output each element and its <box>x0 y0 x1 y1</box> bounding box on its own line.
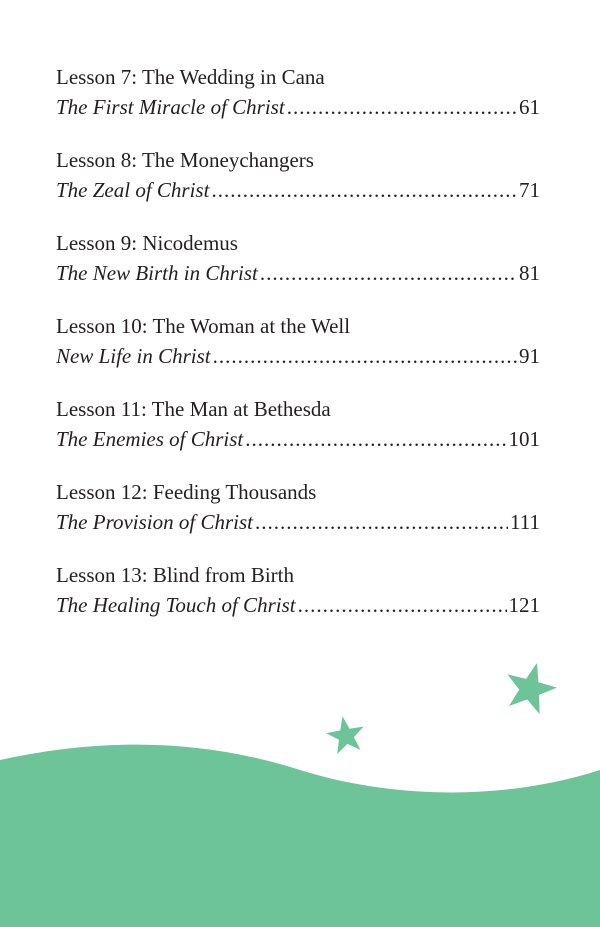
lesson-subtitle: New Life in Christ <box>56 344 211 368</box>
lesson-subtitle: The New Birth in Christ <box>56 261 258 285</box>
lesson-title: Lesson 9: Nicodemus <box>56 231 238 255</box>
lesson-subtitle: The Healing Touch of Christ <box>56 593 296 617</box>
lesson-title: Lesson 13: Blind from Birth <box>56 563 294 587</box>
lesson-subtitle: The Provision of Christ <box>56 510 253 534</box>
page-number: 101 <box>508 427 540 451</box>
lesson-title: Lesson 8: The Moneychangers <box>56 148 314 172</box>
lesson-subtitle: The Zeal of Christ <box>56 178 210 202</box>
star-icon <box>324 713 368 755</box>
hill-wave <box>0 745 600 927</box>
star-icon <box>500 656 562 716</box>
page-number: 91 <box>519 344 540 368</box>
page-number: 71 <box>519 178 540 202</box>
lesson-title: Lesson 10: The Woman at the Well <box>56 314 351 338</box>
page-number: 111 <box>510 510 540 534</box>
lesson-subtitle: The Enemies of Christ <box>56 427 244 451</box>
page-number: 81 <box>519 261 540 285</box>
page-number: 121 <box>508 593 540 617</box>
lesson-title: Lesson 7: The Wedding in Cana <box>56 65 325 89</box>
page-number: 61 <box>519 95 540 119</box>
lesson-title: Lesson 12: Feeding Thousands <box>56 480 317 504</box>
lesson-title: Lesson 11: The Man at Bethesda <box>56 397 331 421</box>
lesson-subtitle: The First Miracle of Christ <box>56 95 285 119</box>
